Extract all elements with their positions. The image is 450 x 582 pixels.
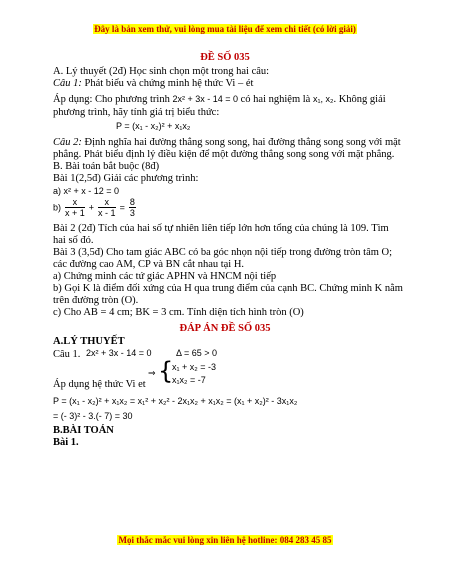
apply-roots: x₁, x₂	[312, 94, 334, 104]
fraction-3-denominator: 3	[129, 208, 135, 218]
problem-2-line-2: hai số đó.	[53, 235, 94, 246]
problem-1a: a) x² + x - 12 = 0	[53, 186, 120, 196]
fraction-3	[129, 197, 136, 218]
apply-equation: 2x² + 3x - 14 = 0	[172, 94, 238, 104]
fraction-2-numerator: x	[98, 197, 116, 208]
problem-3-line-1: Bài 3 (3,5đ) Cho tam giác ABC có ba góc nhọn nội tiếp trong đường tròn tâm O;	[53, 247, 393, 258]
apply-suffix: . Không giải	[333, 94, 386, 105]
answer-problem-1: Bài 1.	[53, 437, 79, 448]
part-a-heading: A. Lý thuyết (2đ) Học sinh chọn một trong hai câu:	[53, 66, 270, 77]
vieta-product: x₁x₂ = -7	[172, 375, 206, 385]
problem-2-line-1: Bài 2 (2đ) Tích của hai số tự nhiên liên tiếp lớn hơn tổng của chúng là 109. Tìm	[53, 223, 389, 234]
hotline-banner: Mọi thắc mắc vui lòng xin liên hệ hotline: 084 283 45 85	[118, 535, 332, 545]
fraction-1-numerator: x	[65, 197, 85, 208]
plus-sign: +	[88, 202, 95, 213]
exam-title: ĐỀ SỐ 035	[200, 52, 250, 63]
vieta-apply: Áp dụng hệ thức Vi et	[53, 379, 146, 390]
question-2-line-1	[53, 137, 401, 149]
apply-line-2: phương trình, hãy tính giá trị biểu thức:	[53, 107, 220, 118]
question-1-label: Câu 1:	[53, 78, 82, 89]
fraction-2	[98, 197, 116, 218]
expression-p: P = (x₁ - x₂)² + x₁x₂	[116, 121, 191, 131]
question-1	[53, 78, 253, 90]
problem-3b-line-1: b) Gọi K là điểm đối xứng của H qua trung điểm của cạnh BC. Chứng minh K nằm	[53, 283, 403, 294]
equals-sign: =	[119, 202, 125, 213]
problem-3c: c) Cho AB = 4 cm; BK = 3 cm. Tính diện tích hình tròn (O)	[53, 307, 304, 318]
problem-3b-line-2: trên đường tròn (O).	[53, 295, 139, 306]
answer-part-a-heading: A.LÝ THUYẾT	[53, 336, 125, 347]
apply-prefix: Áp dụng: Cho phương trình	[53, 94, 173, 105]
p-derivation-line-1: P = (x₁ - x₂)² + x₁x₂ = x₁² + x₂² - 2x₁x₂ + x₁x₂ = (x₁ + x₂)² - 3x₁x₂	[53, 396, 298, 406]
part-b-heading: B. Bài toán bắt buộc (8đ)	[53, 161, 160, 172]
problem-1b	[53, 197, 136, 218]
fraction-1-denominator: x + 1	[65, 208, 85, 218]
problem-1b-label: b)	[53, 202, 62, 213]
answer-part-b-heading: B.BÀI TOÁN	[53, 425, 114, 436]
problem-3-line-2: các đường cao AM, CP và BN cắt nhau tại H.	[53, 259, 245, 270]
system-brace: {	[158, 357, 174, 385]
problem-3a: a) Chứng minh các tứ giác APHN và HNCM nội tiếp	[53, 271, 277, 282]
problem-1: Bài 1(2,5đ) Giải các phương trình:	[53, 173, 199, 184]
vieta-sum: x₁ + x₂ = -3	[172, 362, 217, 372]
answer-equation: 2x² + 3x - 14 = 0	[86, 348, 152, 358]
answer-question-1-label: Câu 1.	[53, 349, 81, 360]
p-derivation-line-2: = (- 3)² - 3.(- 7) = 30	[53, 411, 133, 421]
fraction-2-denominator: x - 1	[98, 208, 116, 218]
preview-banner: Đây là bản xem thử, vui lòng mua tài liệu để xem chi tiết (có lời giải)	[94, 24, 356, 34]
question-2-label: Câu 2:	[53, 137, 82, 148]
apply-mid: có hai nghiệm là	[238, 94, 313, 105]
answer-title: ĐÁP ÁN ĐỀ SỐ 035	[179, 323, 271, 334]
question-2-line-2: phẳng. Phát biểu định lý điều kiện để một đường thẳng song song với mặt phẳng.	[53, 149, 395, 160]
answer-arrow: ⇒	[148, 368, 156, 378]
answer-delta: Δ = 65 > 0	[176, 348, 218, 358]
question-1-text: Phát biểu và chứng minh hệ thức Vi – ét	[81, 78, 254, 89]
question-2-text: Định nghĩa hai đường thẳng song song, hai đường thẳng song song với mặt	[81, 137, 401, 148]
fraction-1	[65, 197, 85, 218]
apply-line-1	[53, 93, 386, 106]
fraction-3-numerator: 8	[129, 197, 135, 207]
